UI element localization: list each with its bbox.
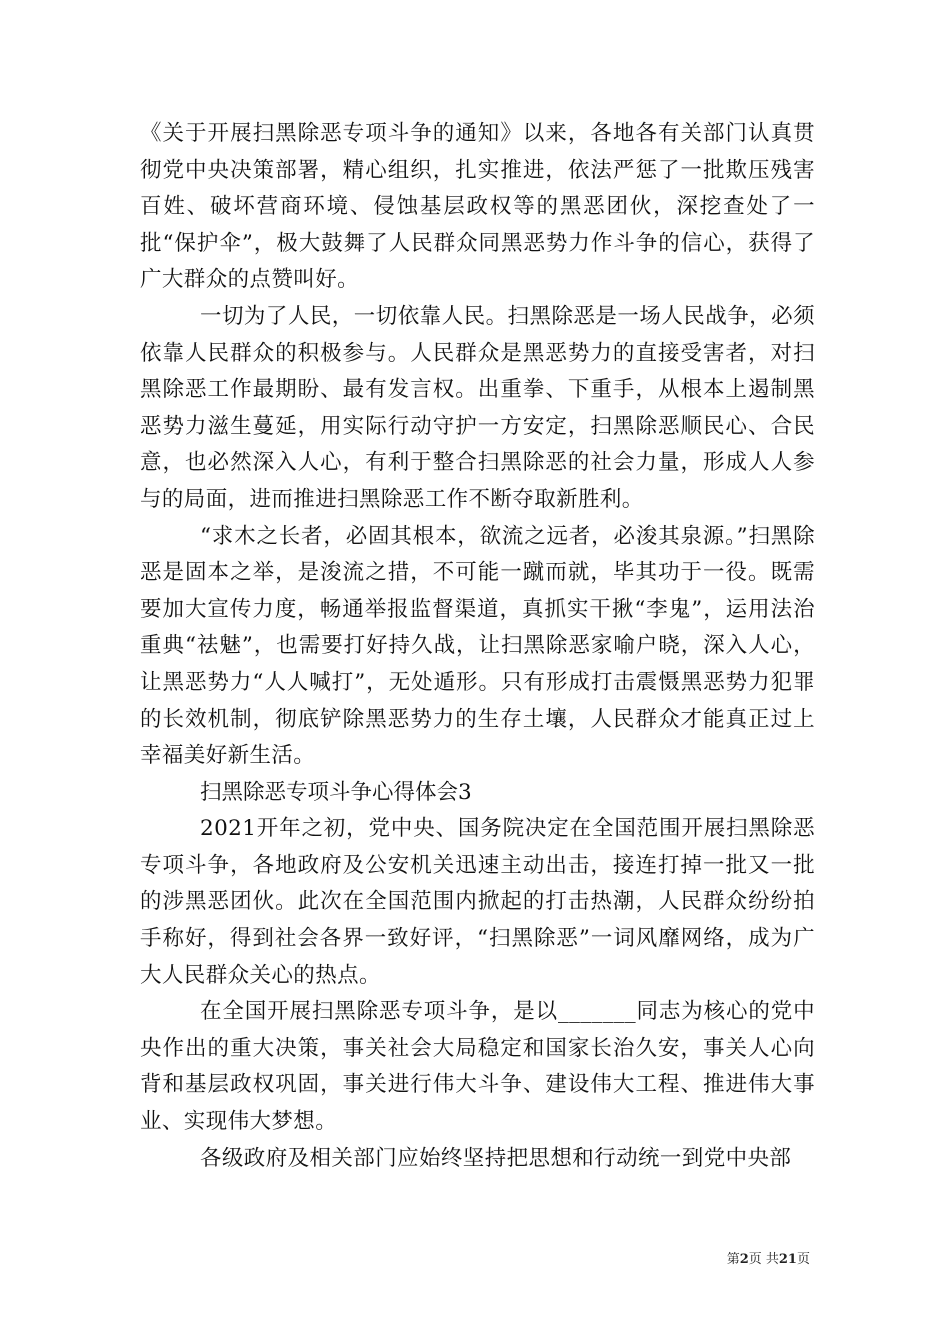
document-body <box>140 116 815 1177</box>
footer-middle: 页 共 <box>748 1252 779 1267</box>
section-heading: 扫黑除恶专项斗争心得体会3 <box>200 779 472 805</box>
paragraph-3: “求木之长者，必固其根本，欲流之远者，必浚其泉源。”扫黑除恶是固本之举，是浚流之措，不可能一蹴而就，毕其功于一役。既需要加大宣传力度，畅通举报监督渠道，真抓实干揪“李鬼”，运用法治重典“祛魅”，也需要打好持久战，让扫黑除恶家喻户晓，深入人心，让黑恶势力“人人喊打”，无处遁形。只有形成打击震慑黑恶势力犯罪的长效机制，彻底铲除黑恶势力的生存土壤，人民群众才能真正过上幸福美好新生活。 <box>140 523 815 769</box>
paragraph-1: 《关于开展扫黑除恶专项斗争的通知》以来，各地各有关部门认真贯彻党中央决策部署，精心组织，扎实推进，依法严惩了一批欺压残害百姓、破坏营商环境、侵蚀基层政权等的黑恶团伙，深挖查处了一批“保护伞”，极大鼓舞了人民群众同黑恶势力作斗争的信心，获得了广大群众的点赞叫好。 <box>140 121 815 293</box>
total-pages-number: 21 <box>778 1252 797 1267</box>
paragraph-2: 一切为了人民，一切依靠人民。扫黑除恶是一场人民战争，必须依靠人民群众的积极参与。人民群众是黑恶势力的直接受害者，对扫黑除恶工作最期盼、最有发言权。出重拳、下重手，从根本上遏制黑恶势力滋生蔓延，用实际行动守护一方安定，扫黑除恶顺民心、合民意，也必然深入人心，有利于整合扫黑除恶的社会力量，形成人人参与的局面，进而推进扫黑除恶工作不断夺取新胜利。 <box>140 303 815 512</box>
paragraph-4: 2021开年之初，党中央、国务院决定在全国范围开展扫黑除恶专项斗争，各地政府及公安机关迅速主动出击，接连打掉一批又一批的涉黑恶团伙。此次在全国范围内掀起的打击热潮，人民群众纷纷拍手称好，得到社会各界一致好评，“扫黑除恶”一词风靡网络，成为广大人民群众关心的热点。 <box>140 816 815 988</box>
footer-suffix: 页 <box>796 1252 810 1267</box>
paragraph-5: 在全国开展扫黑除恶专项斗争，是以_______同志为核心的党中央作出的重大决策，事关社会大局稳定和国家长治久安，事关人心向背和基层政权巩固，事关进行伟大斗争、建设伟大工程、推进伟大事业、实现伟大梦想。 <box>140 999 815 1135</box>
footer-prefix: 第 <box>726 1252 740 1267</box>
paragraph-6: 各级政府及相关部门应始终坚持把思想和行动统一到党中央部 <box>200 1145 792 1171</box>
page-footer <box>727 1248 810 1267</box>
current-page-number: 2 <box>739 1252 749 1267</box>
